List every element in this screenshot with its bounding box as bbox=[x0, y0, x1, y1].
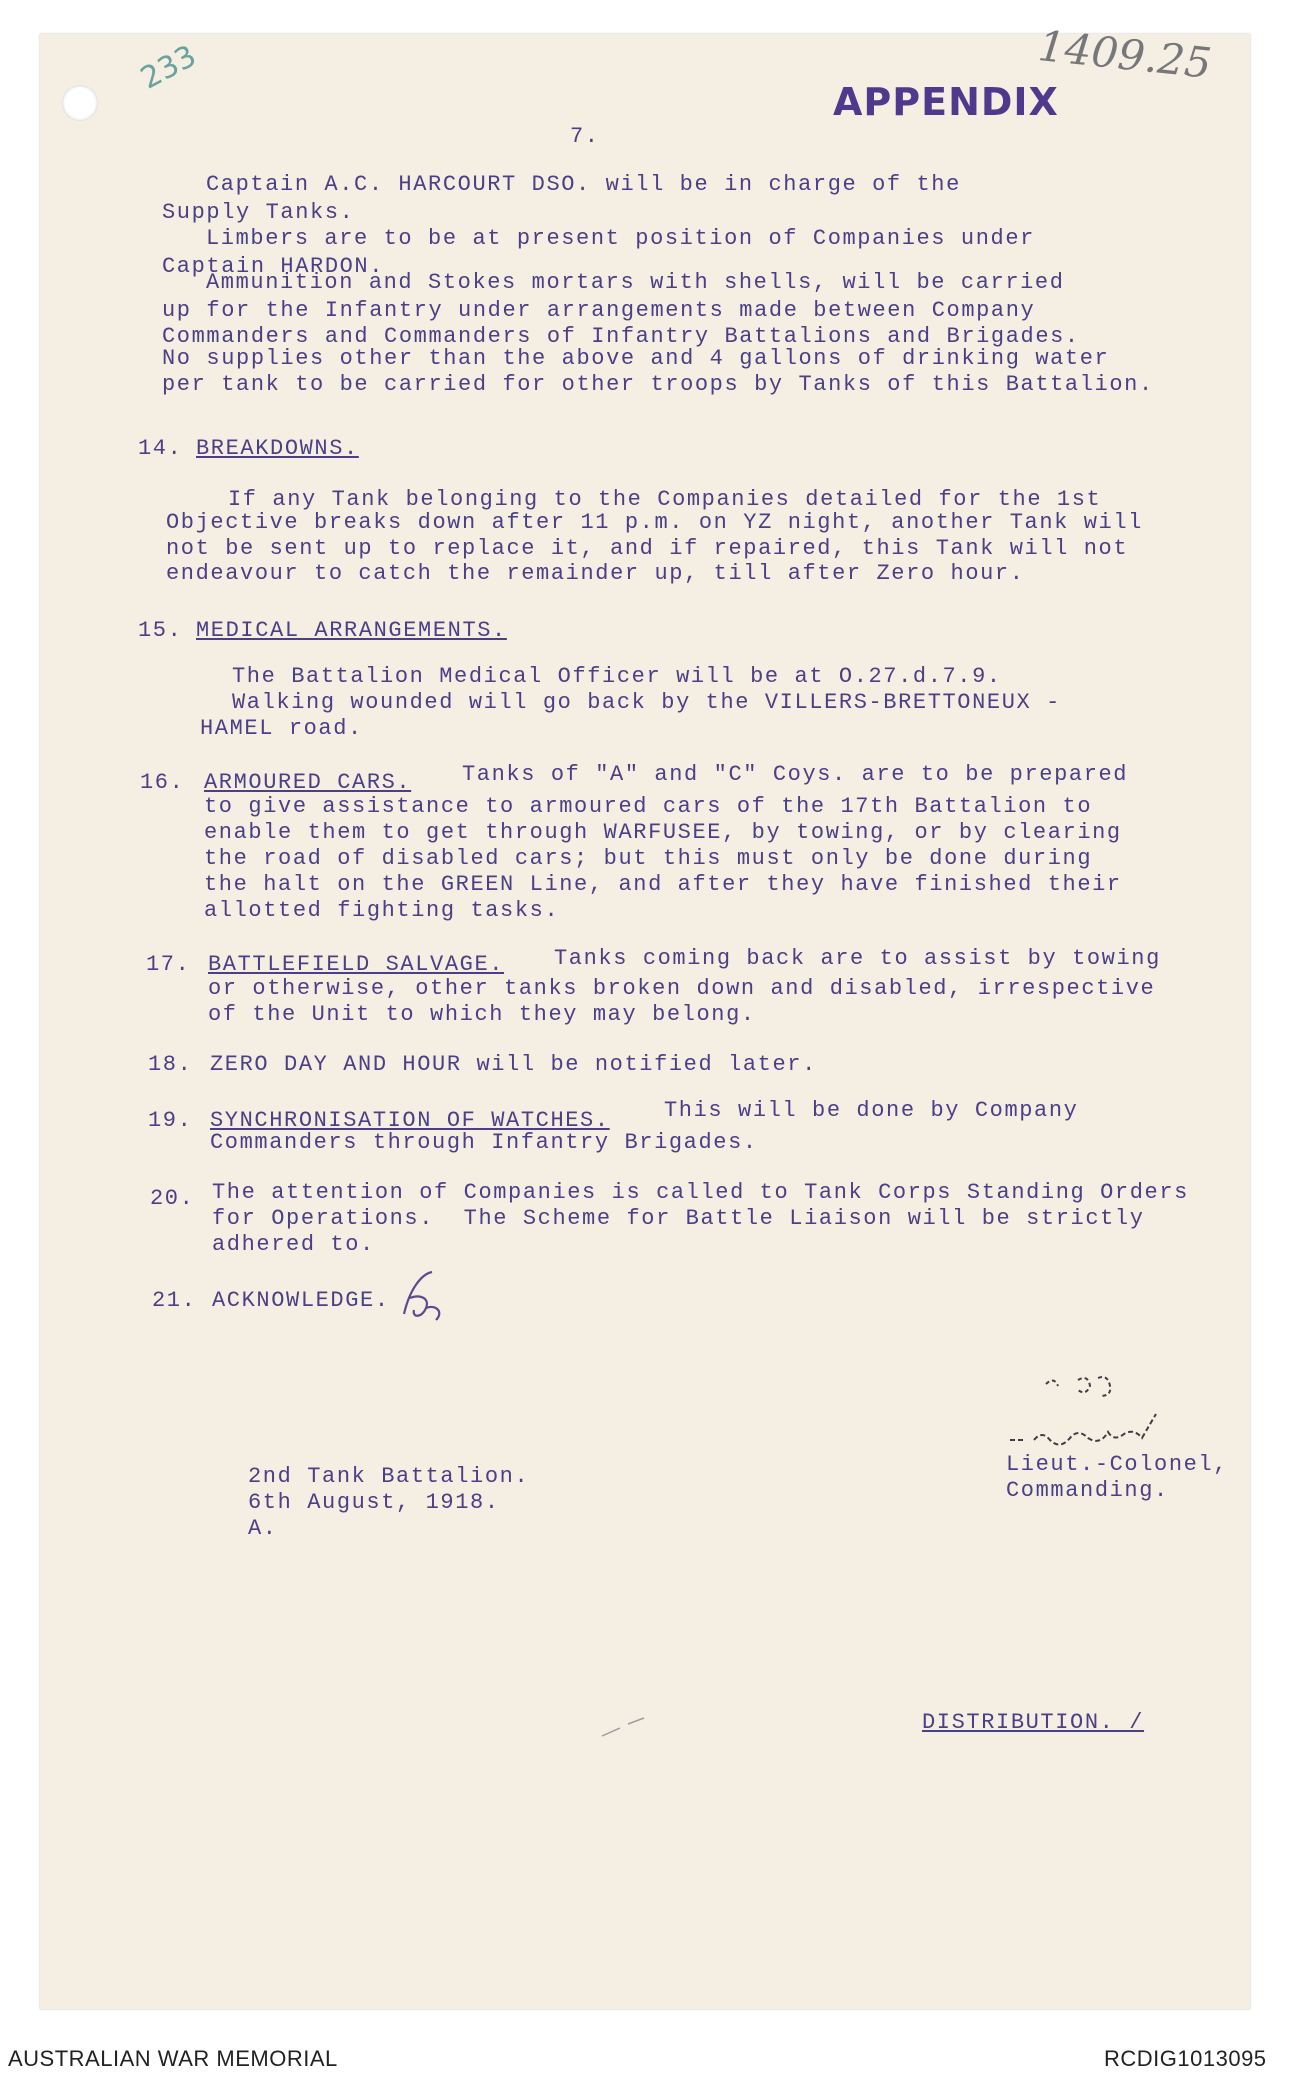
section-line: allotted fighting tasks. bbox=[204, 898, 560, 923]
section-line: Commanders through Infantry Brigades. bbox=[210, 1130, 758, 1155]
section-number: 20. bbox=[150, 1186, 195, 1211]
section-line: for Operations. The Scheme for Battle Liaison will be strictly bbox=[212, 1206, 1145, 1231]
intro-line: per tank to be carried for other troops by Tanks of this Battalion. bbox=[162, 372, 1154, 397]
section-heading: MEDICAL ARRANGEMENTS. bbox=[196, 618, 507, 643]
section-number: 19. bbox=[148, 1108, 193, 1133]
section-line: of the Unit to which they may belong. bbox=[208, 1002, 756, 1027]
distribution-label: DISTRIBUTION. / bbox=[922, 1710, 1145, 1735]
section-line: not be sent up to replace it, and if repaired, this Tank will not bbox=[166, 536, 1129, 561]
section-line: The Battalion Medical Officer will be at O.27.d.7.9. bbox=[232, 664, 1002, 689]
sender-date: 6th August, 1918. bbox=[248, 1490, 500, 1515]
section-line: or otherwise, other tanks broken down and disabled, irrespective bbox=[208, 976, 1156, 1001]
intro-line: Limbers are to be at present position of Companies under bbox=[206, 226, 1035, 251]
section-line: to give assistance to armoured cars of the 17th Battalion to bbox=[204, 794, 1093, 819]
intro-line: Supply Tanks. bbox=[162, 200, 355, 225]
section-number: 14. bbox=[138, 436, 183, 461]
pencil-marks bbox=[598, 1712, 658, 1742]
section-first-line: Tanks of "A" and "C" Coys. are to be prepared bbox=[462, 762, 1129, 787]
sender-ref: A. bbox=[248, 1516, 278, 1541]
section-line: If any Tank belonging to the Companies detailed for the 1st bbox=[228, 487, 1102, 512]
section-heading: BREAKDOWNS. bbox=[196, 436, 359, 461]
intro-line: up for the Infantry under arrangements made between Company bbox=[162, 298, 1036, 323]
section-line: enable them to get through WARFUSEE, by towing, or by clearing bbox=[204, 820, 1122, 845]
section-line: HAMEL road. bbox=[200, 716, 363, 741]
section-line: Walking wounded will go back by the VILLERS-BRETTONEUX - bbox=[232, 690, 1061, 715]
section-line: the road of disabled cars; but this must only be done during bbox=[204, 846, 1093, 871]
section-line: adhered to. bbox=[212, 1232, 375, 1257]
intro-line: Commanders and Commanders of Infantry Battalions and Brigades. bbox=[162, 324, 1080, 349]
appendix-stamp: APPENDIX bbox=[833, 80, 1059, 124]
initials-scribble bbox=[396, 1268, 454, 1326]
intro-line: Captain HARDON. bbox=[162, 254, 385, 279]
section-number: 15. bbox=[138, 618, 183, 643]
signatory-role: Commanding. bbox=[1006, 1478, 1169, 1503]
section-number: 16. bbox=[140, 770, 185, 795]
section-heading: BATTLEFIELD SALVAGE. bbox=[208, 952, 505, 977]
footer-right: RCDIG1013095 bbox=[1104, 2046, 1267, 2071]
punch-hole bbox=[62, 85, 98, 121]
footer-left: AUSTRALIAN WAR MEMORIAL bbox=[8, 2046, 338, 2071]
folio-number: 233 bbox=[135, 38, 203, 97]
section-number: 21. bbox=[152, 1288, 197, 1313]
section-line: Objective breaks down after 11 p.m. on YZ night, another Tank will bbox=[166, 510, 1143, 535]
section-first-line: Tanks coming back are to assist by towing bbox=[554, 946, 1161, 971]
section-number: 18. bbox=[148, 1052, 193, 1077]
section-first-line: This will be done by Company bbox=[664, 1098, 1079, 1123]
section-heading: SYNCHRONISATION OF WATCHES. bbox=[210, 1108, 610, 1133]
intro-line: No supplies other than the above and 4 gallons of drinking water bbox=[162, 346, 1110, 371]
section-first-line: The attention of Companies is called to Tank Corps Standing Orders bbox=[212, 1180, 1189, 1205]
intro-line: Captain A.C. HARCOURT DSO. will be in charge of the bbox=[206, 172, 961, 197]
section-text: ZERO DAY AND HOUR will be notified later. bbox=[210, 1052, 817, 1077]
section-text: ACKNOWLEDGE. bbox=[212, 1288, 390, 1313]
section-line: the halt on the GREEN Line, and after they have finished their bbox=[204, 872, 1122, 897]
pencil-reference: 1409.25 bbox=[1035, 21, 1214, 88]
sender-unit: 2nd Tank Battalion. bbox=[248, 1464, 530, 1489]
signatory-rank: Lieut.-Colonel, bbox=[1006, 1452, 1229, 1477]
section-line: endeavour to catch the remainder up, till after Zero hour. bbox=[166, 561, 1025, 586]
section-number: 17. bbox=[146, 952, 191, 977]
page-number: 7. bbox=[570, 124, 600, 149]
intro-line: Ammunition and Stokes mortars with shells, will be carried bbox=[206, 270, 1065, 295]
section-heading: ARMOURED CARS. bbox=[204, 770, 412, 795]
